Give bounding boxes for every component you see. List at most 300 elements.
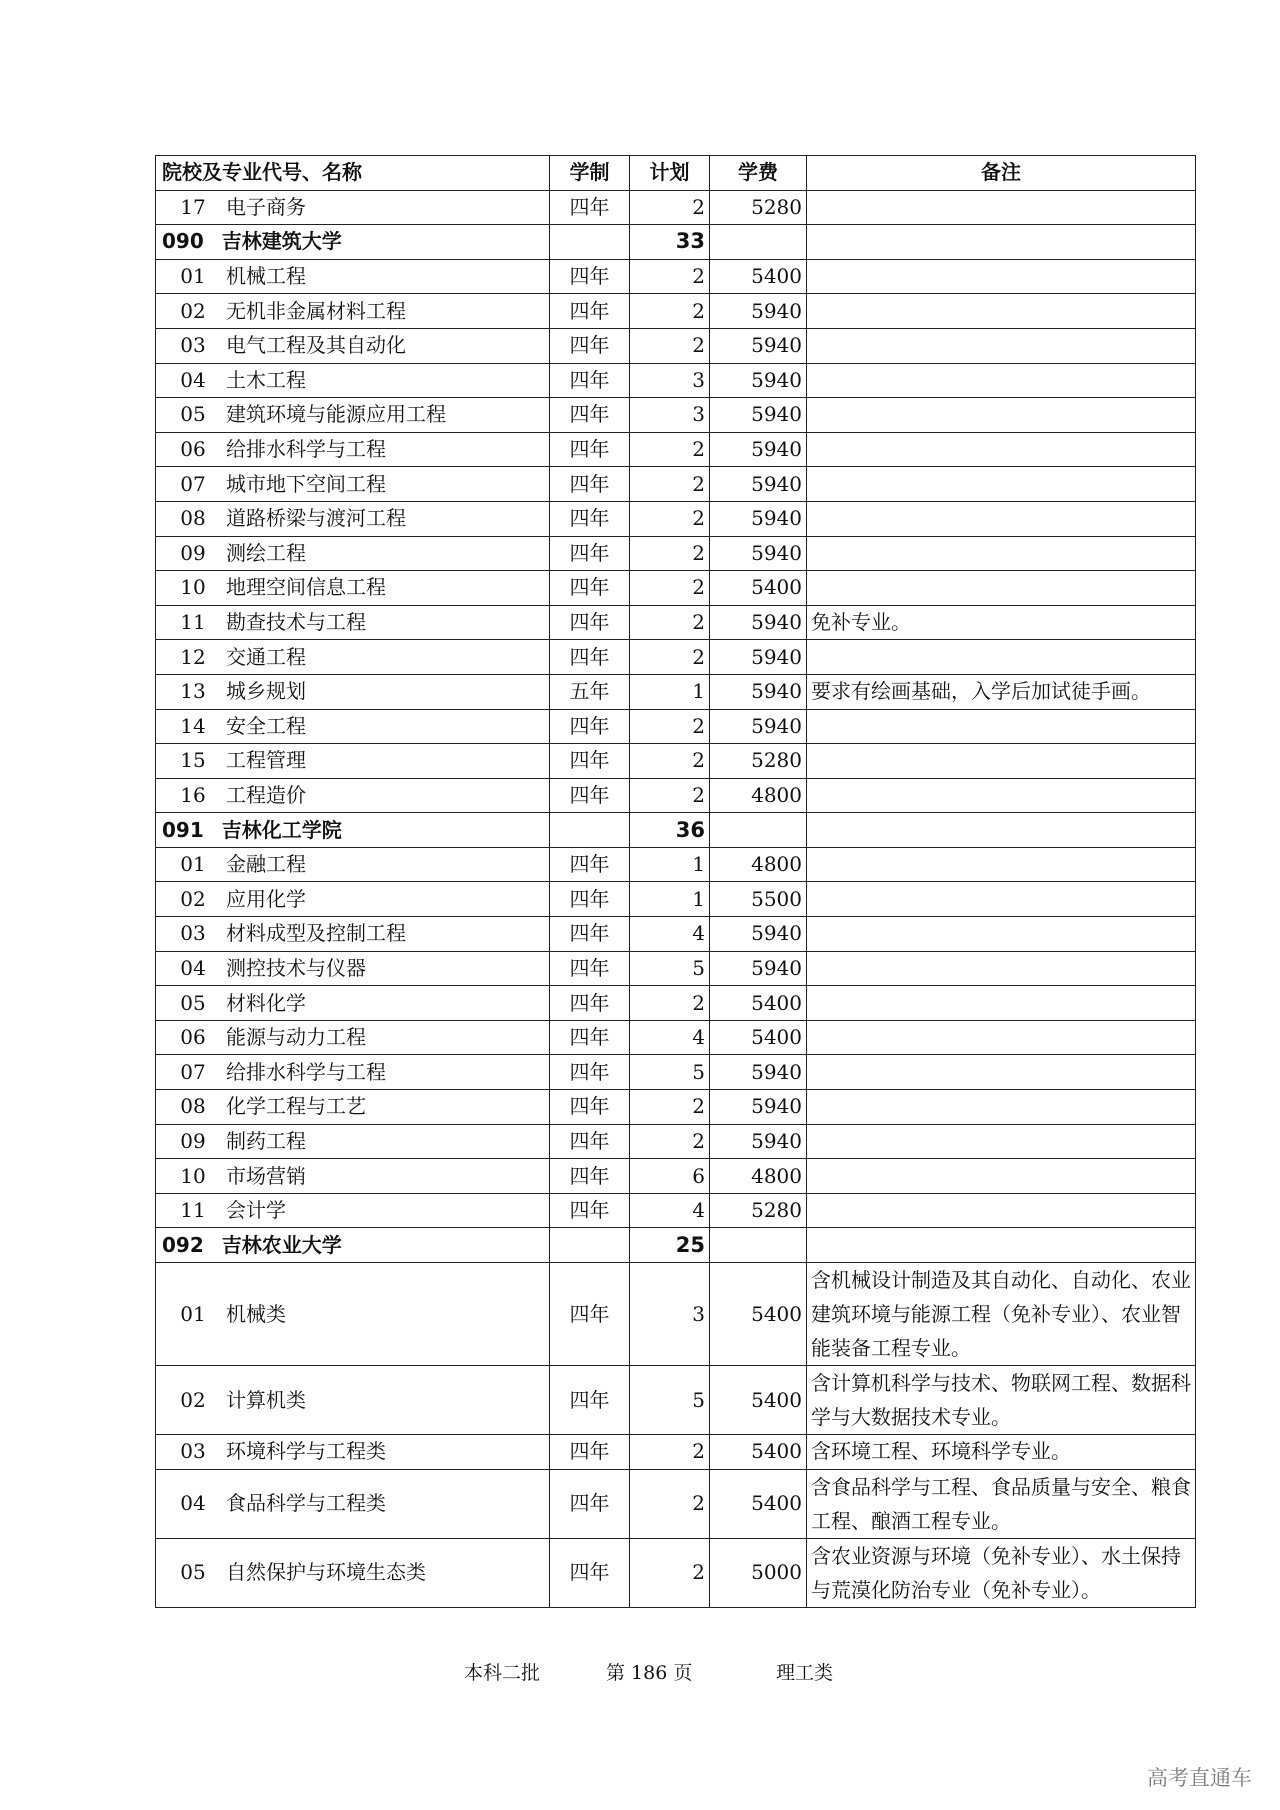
major-name: 城市地下空间工程 <box>226 471 386 496</box>
major-name: 环境科学与工程类 <box>226 1439 386 1464</box>
major-name: 工程管理 <box>226 748 306 773</box>
note-cell <box>807 986 1196 1021</box>
fee-cell <box>710 813 807 848</box>
note-cell <box>807 778 1196 813</box>
note-cell <box>807 225 1196 260</box>
years-cell: 四年 <box>550 190 630 225</box>
school-cell <box>156 1228 550 1263</box>
fee-cell: 5940 <box>710 501 807 536</box>
header-name: 院校及专业代号、名称 <box>156 156 550 191</box>
note-cell <box>807 398 1196 433</box>
table-body <box>156 190 1196 1607</box>
major-row <box>156 1193 1196 1228</box>
years-cell: 四年 <box>550 778 630 813</box>
major-name: 交通工程 <box>226 644 306 669</box>
years-cell: 四年 <box>550 1159 630 1194</box>
fee-cell: 5940 <box>710 328 807 363</box>
school-row <box>156 225 1196 260</box>
major-code: 04 <box>180 1491 206 1516</box>
note-cell: 含环境工程、环境科学专业。 <box>807 1435 1196 1470</box>
major-row <box>156 605 1196 640</box>
major-name: 道路桥梁与渡河工程 <box>226 506 406 531</box>
major-name: 城乡规划 <box>226 679 306 704</box>
major-row <box>156 951 1196 986</box>
major-cell <box>156 674 550 709</box>
plan-cell: 2 <box>630 467 710 502</box>
major-cell <box>156 190 550 225</box>
plan-cell: 1 <box>630 674 710 709</box>
plan-cell: 2 <box>630 294 710 329</box>
major-code: 02 <box>180 298 206 323</box>
years-cell: 四年 <box>550 605 630 640</box>
note-cell <box>807 294 1196 329</box>
fee-cell: 5940 <box>710 640 807 675</box>
major-row <box>156 398 1196 433</box>
major-name: 给排水科学与工程 <box>226 437 386 462</box>
major-code: 10 <box>180 1163 206 1188</box>
fee-cell: 5400 <box>710 1469 807 1538</box>
major-cell <box>156 1538 550 1607</box>
major-code: 03 <box>180 921 206 946</box>
years-cell: 四年 <box>550 1366 630 1435</box>
note-cell <box>807 1090 1196 1125</box>
major-name: 测绘工程 <box>226 540 306 565</box>
fee-cell: 5940 <box>710 294 807 329</box>
plan-cell: 2 <box>630 501 710 536</box>
note-cell <box>807 536 1196 571</box>
major-code: 04 <box>180 367 206 392</box>
major-row <box>156 467 1196 502</box>
fee-cell: 5940 <box>710 398 807 433</box>
major-code: 09 <box>180 540 206 565</box>
plan-cell: 2 <box>630 1435 710 1470</box>
major-name: 给排水科学与工程 <box>226 1059 386 1084</box>
plan-cell: 2 <box>630 190 710 225</box>
fee-cell: 5400 <box>710 571 807 606</box>
major-row <box>156 294 1196 329</box>
fee-cell <box>710 225 807 260</box>
fee-cell: 5400 <box>710 986 807 1021</box>
major-name: 安全工程 <box>226 713 306 738</box>
major-row <box>156 640 1196 675</box>
note-cell <box>807 917 1196 952</box>
footer-batch: 本科二批 <box>464 1662 541 1684</box>
major-row <box>156 1263 1196 1366</box>
fee-cell: 5940 <box>710 1055 807 1090</box>
major-code: 09 <box>180 1128 206 1153</box>
major-cell <box>156 501 550 536</box>
major-cell <box>156 1124 550 1159</box>
fee-cell: 5000 <box>710 1538 807 1607</box>
plan-cell: 2 <box>630 1090 710 1125</box>
plan-cell: 2 <box>630 1124 710 1159</box>
plan-cell: 6 <box>630 1159 710 1194</box>
major-cell <box>156 986 550 1021</box>
major-row <box>156 1159 1196 1194</box>
watermark: 高考直通车 <box>1147 1766 1252 1790</box>
footer-page-number: 第 186 页 <box>606 1662 693 1684</box>
note-cell <box>807 1228 1196 1263</box>
admission-plan-table <box>155 155 1196 1608</box>
major-cell <box>156 1263 550 1366</box>
years-cell: 四年 <box>550 536 630 571</box>
plan-cell: 1 <box>630 847 710 882</box>
major-row <box>156 536 1196 571</box>
plan-cell: 3 <box>630 363 710 398</box>
major-name: 建筑环境与能源应用工程 <box>226 402 446 427</box>
years-cell: 四年 <box>550 1435 630 1470</box>
note-cell <box>807 709 1196 744</box>
major-code: 01 <box>180 264 206 289</box>
major-code: 03 <box>180 333 206 358</box>
major-name: 能源与动力工程 <box>226 1025 366 1050</box>
school-code: 092 <box>162 1232 204 1257</box>
major-code: 07 <box>180 1059 206 1084</box>
major-cell <box>156 363 550 398</box>
note-cell <box>807 1055 1196 1090</box>
fee-cell: 5400 <box>710 259 807 294</box>
major-row <box>156 882 1196 917</box>
major-row <box>156 674 1196 709</box>
note-cell <box>807 1159 1196 1194</box>
major-row <box>156 917 1196 952</box>
fee-cell: 5940 <box>710 1124 807 1159</box>
major-name: 计算机类 <box>226 1387 306 1412</box>
fee-cell: 5400 <box>710 1366 807 1435</box>
fee-cell: 5400 <box>710 1435 807 1470</box>
plan-cell: 5 <box>630 1055 710 1090</box>
plan-cell: 2 <box>630 986 710 1021</box>
years-cell: 四年 <box>550 986 630 1021</box>
major-cell <box>156 398 550 433</box>
major-code: 08 <box>180 1094 206 1119</box>
major-cell <box>156 709 550 744</box>
years-cell: 四年 <box>550 847 630 882</box>
header-years: 学制 <box>550 156 630 191</box>
years-cell: 四年 <box>550 432 630 467</box>
fee-cell: 4800 <box>710 847 807 882</box>
years-cell: 四年 <box>550 1538 630 1607</box>
years-cell: 四年 <box>550 744 630 779</box>
years-cell: 四年 <box>550 1469 630 1538</box>
header-fee: 学费 <box>710 156 807 191</box>
major-code: 11 <box>180 1198 206 1223</box>
major-name: 土木工程 <box>226 367 306 392</box>
major-row <box>156 432 1196 467</box>
major-code: 05 <box>180 1560 206 1585</box>
major-code: 14 <box>180 713 206 738</box>
major-row <box>156 847 1196 882</box>
fee-cell: 5940 <box>710 951 807 986</box>
fee-cell: 5280 <box>710 744 807 779</box>
years-cell: 四年 <box>550 1055 630 1090</box>
fee-cell: 5940 <box>710 1090 807 1125</box>
major-name: 工程造价 <box>226 782 306 807</box>
major-name: 应用化学 <box>226 886 306 911</box>
major-name: 食品科学与工程类 <box>226 1491 386 1516</box>
major-name: 勘查技术与工程 <box>226 610 366 635</box>
major-cell <box>156 432 550 467</box>
major-code: 01 <box>180 1301 206 1326</box>
plan-cell: 2 <box>630 778 710 813</box>
plan-cell: 2 <box>630 536 710 571</box>
school-cell <box>156 813 550 848</box>
major-row <box>156 744 1196 779</box>
school-row <box>156 813 1196 848</box>
major-cell <box>156 605 550 640</box>
school-cell <box>156 225 550 260</box>
major-cell <box>156 847 550 882</box>
major-code: 12 <box>180 644 206 669</box>
years-cell: 四年 <box>550 917 630 952</box>
plan-cell: 2 <box>630 640 710 675</box>
major-cell <box>156 259 550 294</box>
years-cell: 四年 <box>550 709 630 744</box>
fee-cell: 5940 <box>710 605 807 640</box>
note-cell <box>807 328 1196 363</box>
note-cell: 含农业资源与环境（免补专业）、水土保持与荒漠化防治专业（免补专业）。 <box>807 1538 1196 1607</box>
major-cell <box>156 1366 550 1435</box>
school-code: 090 <box>162 229 204 254</box>
school-name: 吉林化工学院 <box>221 817 342 842</box>
school-plan-total: 25 <box>630 1228 710 1263</box>
major-cell <box>156 917 550 952</box>
school-plan-total: 33 <box>630 225 710 260</box>
major-cell <box>156 1193 550 1228</box>
fee-cell: 5940 <box>710 432 807 467</box>
years-cell: 四年 <box>550 501 630 536</box>
major-row <box>156 1435 1196 1470</box>
note-cell <box>807 190 1196 225</box>
years-cell: 四年 <box>550 882 630 917</box>
years-cell: 四年 <box>550 951 630 986</box>
plan-cell: 2 <box>630 1538 710 1607</box>
note-cell <box>807 744 1196 779</box>
note-cell <box>807 467 1196 502</box>
major-row <box>156 1538 1196 1607</box>
header-plan: 计划 <box>630 156 710 191</box>
note-cell: 含食品科学与工程、食品质量与安全、粮食工程、酿酒工程专业。 <box>807 1469 1196 1538</box>
major-name: 市场营销 <box>226 1163 306 1188</box>
plan-cell: 2 <box>630 744 710 779</box>
plan-cell: 2 <box>630 328 710 363</box>
fee-cell: 5400 <box>710 1020 807 1055</box>
major-row <box>156 328 1196 363</box>
note-cell <box>807 432 1196 467</box>
plan-cell: 4 <box>630 917 710 952</box>
years-cell: 五年 <box>550 674 630 709</box>
major-cell <box>156 1055 550 1090</box>
note-cell <box>807 1193 1196 1228</box>
school-code: 091 <box>162 817 204 842</box>
major-row <box>156 501 1196 536</box>
major-cell <box>156 1020 550 1055</box>
major-cell <box>156 467 550 502</box>
note-cell <box>807 640 1196 675</box>
major-row <box>156 1366 1196 1435</box>
major-code: 10 <box>180 575 206 600</box>
years-cell <box>550 225 630 260</box>
fee-cell: 5400 <box>710 1263 807 1366</box>
major-name: 制药工程 <box>226 1128 306 1153</box>
major-row <box>156 259 1196 294</box>
major-cell <box>156 536 550 571</box>
major-code: 08 <box>180 506 206 531</box>
school-name: 吉林农业大学 <box>221 1232 342 1257</box>
table-header-row <box>156 156 1196 191</box>
major-cell <box>156 571 550 606</box>
major-name: 机械工程 <box>226 264 306 289</box>
major-cell <box>156 640 550 675</box>
major-code: 02 <box>180 1387 206 1412</box>
major-cell <box>156 294 550 329</box>
major-row <box>156 986 1196 1021</box>
major-code: 07 <box>180 471 206 496</box>
fee-cell: 5940 <box>710 467 807 502</box>
fee-cell: 4800 <box>710 778 807 813</box>
note-cell <box>807 882 1196 917</box>
major-cell <box>156 1435 550 1470</box>
major-code: 15 <box>180 748 206 773</box>
major-code: 06 <box>180 437 206 462</box>
note-cell <box>807 847 1196 882</box>
major-code: 05 <box>180 402 206 427</box>
major-row <box>156 1020 1196 1055</box>
note-cell <box>807 813 1196 848</box>
years-cell: 四年 <box>550 640 630 675</box>
major-row <box>156 190 1196 225</box>
fee-cell: 4800 <box>710 1159 807 1194</box>
plan-cell: 2 <box>630 709 710 744</box>
note-cell <box>807 571 1196 606</box>
major-row <box>156 363 1196 398</box>
note-cell <box>807 1020 1196 1055</box>
years-cell <box>550 1228 630 1263</box>
footer-category: 理工类 <box>776 1662 834 1684</box>
fee-cell: 5940 <box>710 917 807 952</box>
plan-cell: 2 <box>630 605 710 640</box>
years-cell: 四年 <box>550 1090 630 1125</box>
years-cell: 四年 <box>550 571 630 606</box>
years-cell: 四年 <box>550 398 630 433</box>
years-cell <box>550 813 630 848</box>
note-cell <box>807 363 1196 398</box>
plan-cell: 3 <box>630 1263 710 1366</box>
school-name: 吉林建筑大学 <box>221 229 342 254</box>
plan-cell: 5 <box>630 951 710 986</box>
school-row <box>156 1228 1196 1263</box>
note-cell <box>807 951 1196 986</box>
major-row <box>156 778 1196 813</box>
note-cell <box>807 501 1196 536</box>
major-code: 13 <box>180 679 206 704</box>
fee-cell <box>710 1228 807 1263</box>
plan-cell: 4 <box>630 1020 710 1055</box>
major-row <box>156 709 1196 744</box>
plan-cell: 2 <box>630 571 710 606</box>
years-cell: 四年 <box>550 467 630 502</box>
note-cell: 含计算机科学与技术、物联网工程、数据科学与大数据技术专业。 <box>807 1366 1196 1435</box>
major-code: 02 <box>180 886 206 911</box>
plan-cell: 5 <box>630 1366 710 1435</box>
fee-cell: 5500 <box>710 882 807 917</box>
major-row <box>156 1469 1196 1538</box>
major-code: 16 <box>180 782 206 807</box>
fee-cell: 5940 <box>710 536 807 571</box>
major-code: 04 <box>180 955 206 980</box>
note-cell <box>807 1124 1196 1159</box>
major-name: 自然保护与环境生态类 <box>226 1560 426 1585</box>
plan-cell: 4 <box>630 1193 710 1228</box>
major-row <box>156 1124 1196 1159</box>
fee-cell: 5940 <box>710 674 807 709</box>
plan-cell: 2 <box>630 432 710 467</box>
major-cell <box>156 1159 550 1194</box>
major-code: 01 <box>180 852 206 877</box>
note-cell: 含机械设计制造及其自动化、自动化、农业建筑环境与能源工程（免补专业）、农业智能装备工程专业。 <box>807 1263 1196 1366</box>
plan-cell: 1 <box>630 882 710 917</box>
major-cell <box>156 951 550 986</box>
years-cell: 四年 <box>550 1124 630 1159</box>
major-name: 金融工程 <box>226 852 306 877</box>
major-name: 无机非金属材料工程 <box>226 298 406 323</box>
major-name: 电气工程及其自动化 <box>226 333 406 358</box>
major-name: 材料化学 <box>226 990 306 1015</box>
plan-cell: 2 <box>630 259 710 294</box>
years-cell: 四年 <box>550 294 630 329</box>
major-name: 材料成型及控制工程 <box>226 921 406 946</box>
major-cell <box>156 1469 550 1538</box>
major-name: 电子商务 <box>226 194 306 219</box>
plan-cell: 2 <box>630 1469 710 1538</box>
years-cell: 四年 <box>550 1263 630 1366</box>
major-cell <box>156 744 550 779</box>
years-cell: 四年 <box>550 1020 630 1055</box>
note-cell <box>807 259 1196 294</box>
major-code: 11 <box>180 610 206 635</box>
header-note: 备注 <box>807 156 1196 191</box>
fee-cell: 5940 <box>710 363 807 398</box>
major-code: 06 <box>180 1025 206 1050</box>
note-cell: 要求有绘画基础，入学后加试徒手画。 <box>807 674 1196 709</box>
years-cell: 四年 <box>550 363 630 398</box>
major-row <box>156 1090 1196 1125</box>
years-cell: 四年 <box>550 328 630 363</box>
fee-cell: 5940 <box>710 709 807 744</box>
major-name: 会计学 <box>226 1198 286 1223</box>
major-code: 17 <box>180 194 206 219</box>
years-cell: 四年 <box>550 259 630 294</box>
note-cell: 免补专业。 <box>807 605 1196 640</box>
fee-cell: 5280 <box>710 1193 807 1228</box>
major-cell <box>156 882 550 917</box>
major-name: 地理空间信息工程 <box>226 575 386 600</box>
major-code: 03 <box>180 1439 206 1464</box>
major-cell <box>156 328 550 363</box>
school-plan-total: 36 <box>630 813 710 848</box>
years-cell: 四年 <box>550 1193 630 1228</box>
major-cell <box>156 1090 550 1125</box>
major-name: 机械类 <box>226 1301 286 1326</box>
major-cell <box>156 778 550 813</box>
major-row <box>156 1055 1196 1090</box>
major-row <box>156 571 1196 606</box>
major-name: 测控技术与仪器 <box>226 955 366 980</box>
plan-cell: 3 <box>630 398 710 433</box>
major-name: 化学工程与工艺 <box>226 1094 366 1119</box>
major-code: 05 <box>180 990 206 1015</box>
fee-cell: 5280 <box>710 190 807 225</box>
